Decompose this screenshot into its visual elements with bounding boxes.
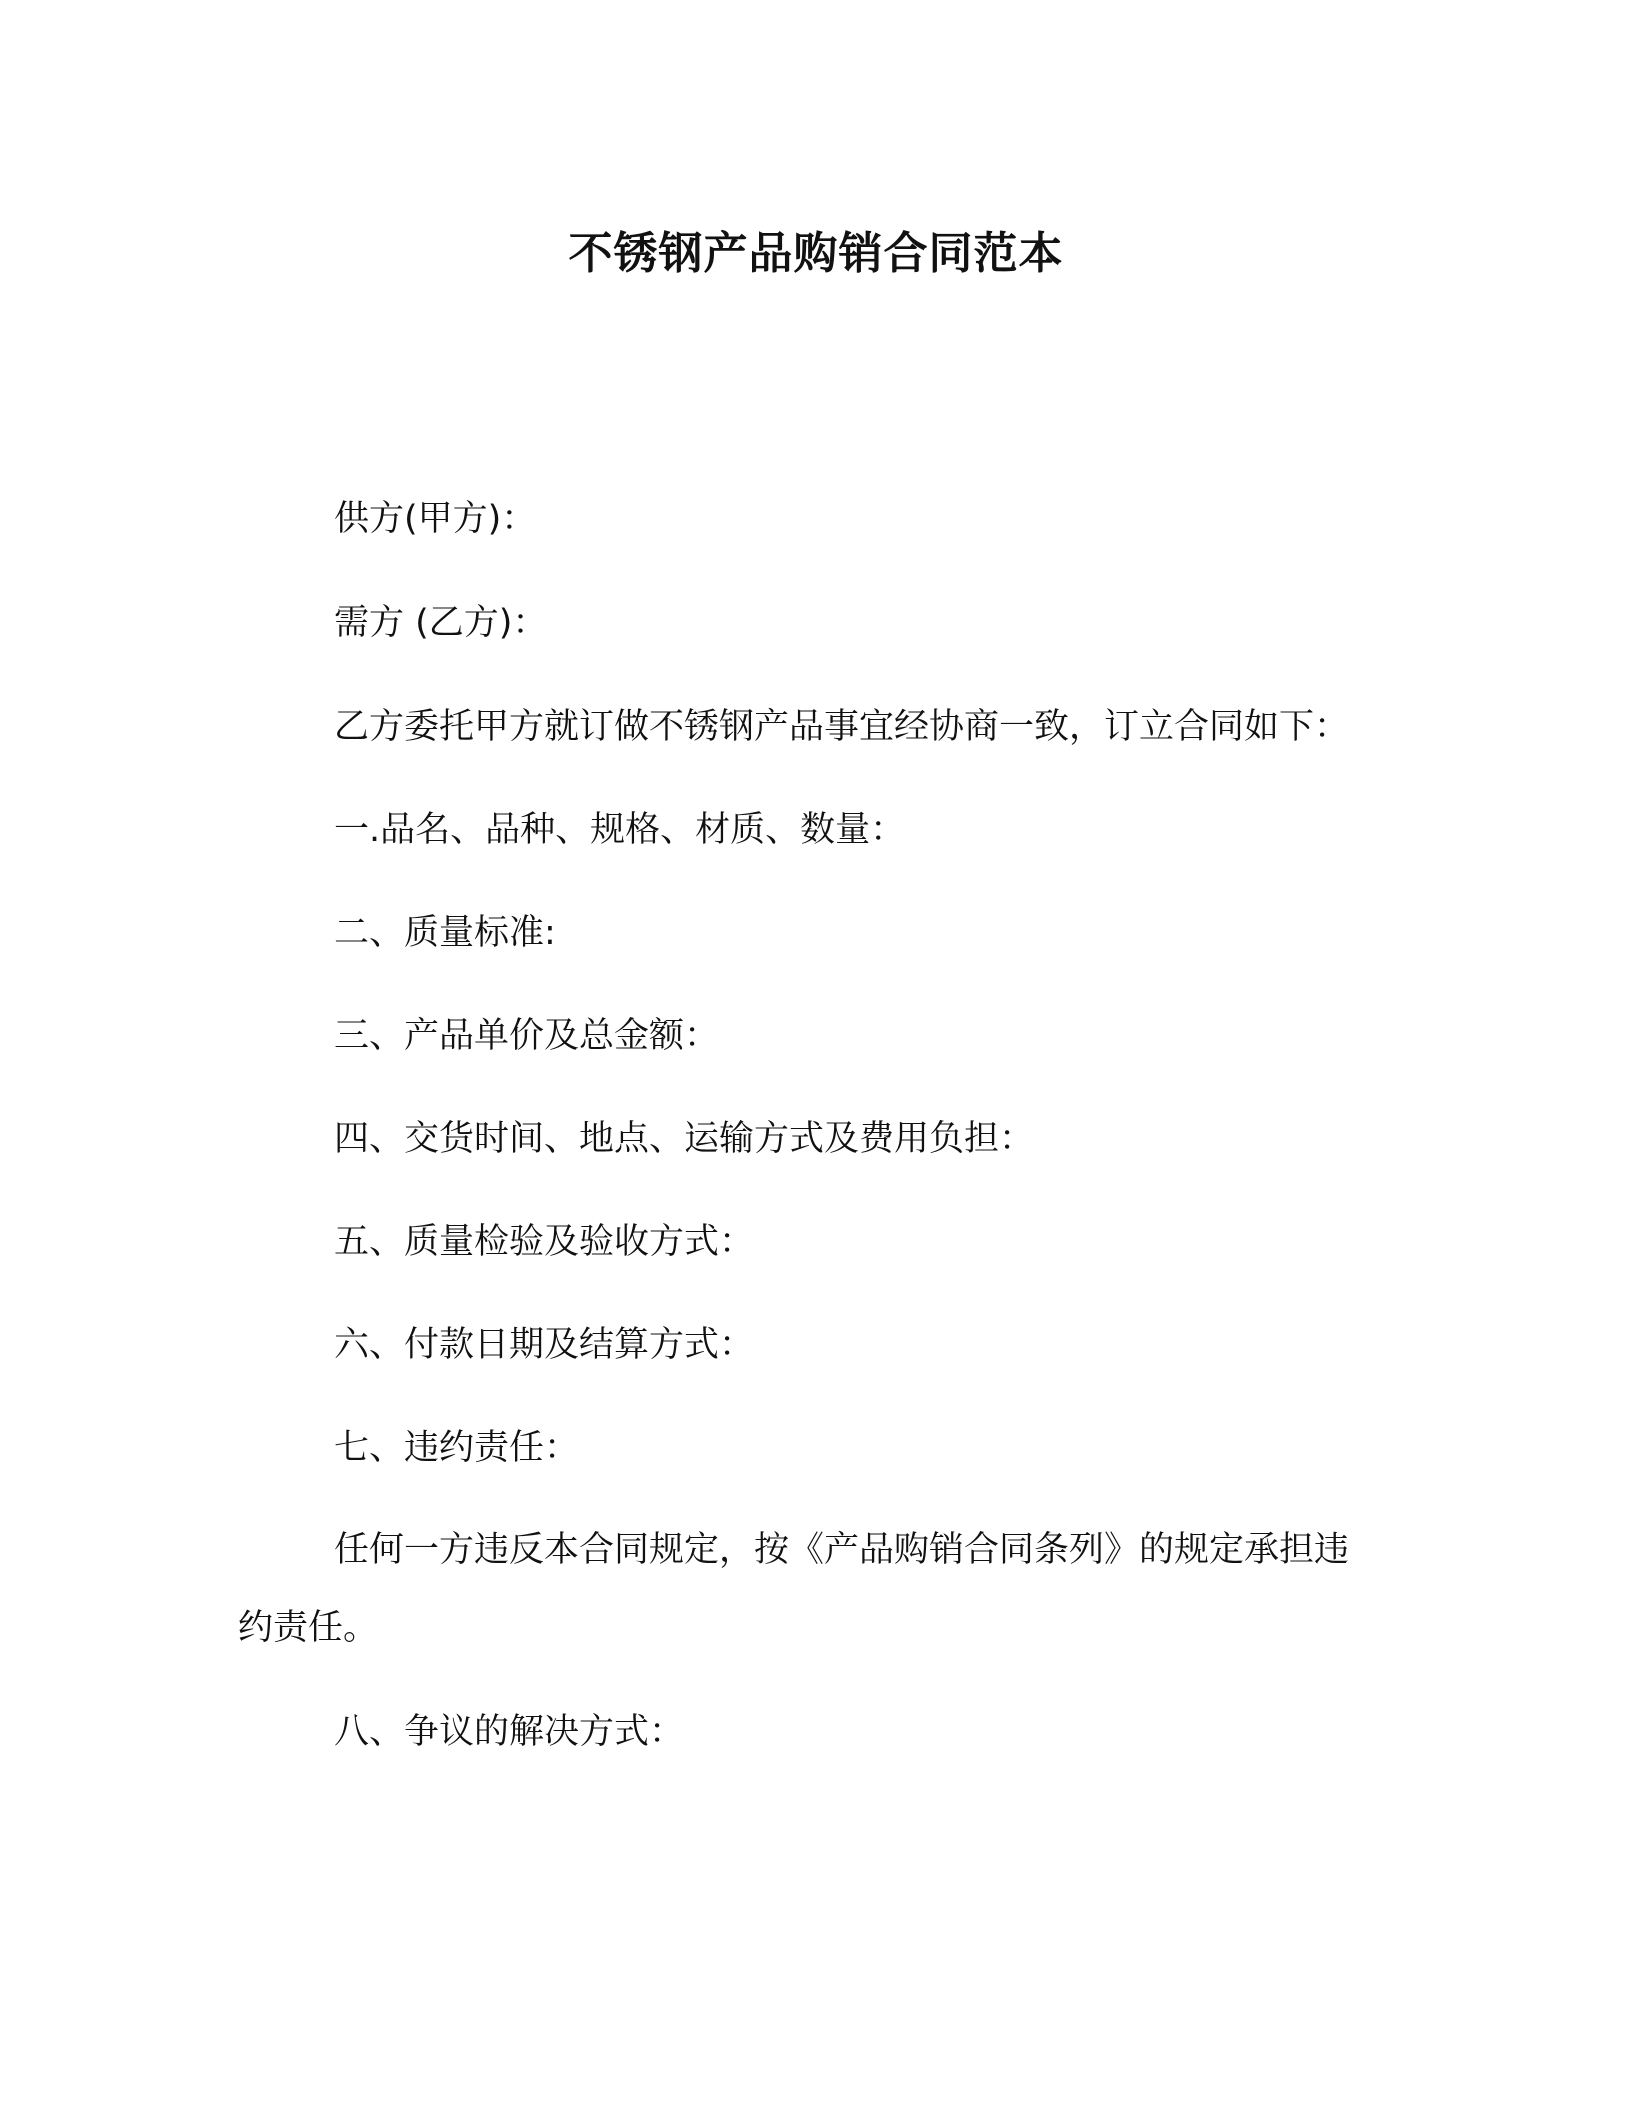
clause-5: 五、质量检验及验收方式： [334,1222,755,1262]
clause-1: 一.品名、品种、规格、材质、数量： [334,810,906,850]
clause-2: 二、质量标准: [334,913,556,953]
buyer-label: 需方 (乙方)： [334,603,548,643]
clause-4: 四、交货时间、地点、运输方式及费用负担： [334,1119,1035,1159]
clause-3: 三、产品单价及总金额： [334,1016,720,1056]
clause-8: 八、争议的解决方式： [334,1712,685,1752]
intro-paragraph: 乙方委托甲方就订做不锈钢产品事宜经协商一致，订立合同如下： [334,707,1350,747]
breach-paragraph: 任何一方违反本合同规定，按《产品购销合同条列》的规定承担违约责任。 [238,1530,1350,1648]
supplier-label: 供方(甲方)： [334,499,537,539]
document-title: 不锈钢产品购销合同范本 [568,228,1064,279]
clause-7: 七、违约责任： [334,1428,580,1468]
clause-6: 六、付款日期及结算方式： [334,1325,755,1365]
